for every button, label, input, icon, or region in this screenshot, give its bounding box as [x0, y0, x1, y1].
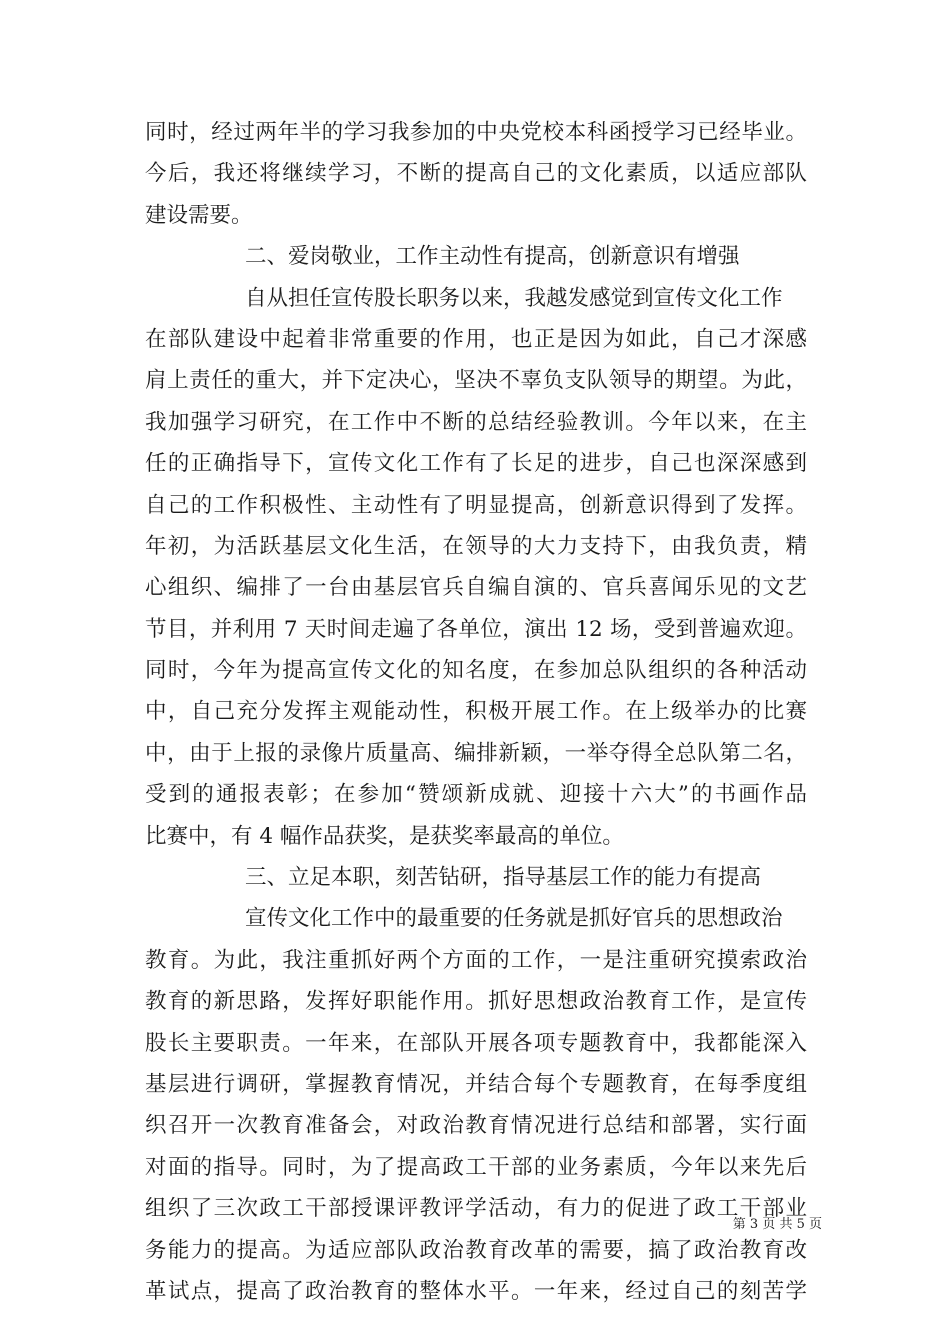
text-line: 中，由于上报的录像片质量高、编排新颖，一举夺得全总队第二名，: [145, 740, 807, 766]
section-heading: 三、立足本职，刻苦钻研，指导基层工作的能力有提高: [245, 865, 762, 891]
text-line: 组织了三次政工干部授课评教评学活动，有力的促进了政工干部业: [145, 1196, 807, 1222]
text-line: 任的正确指导下，宣传文化工作有了长足的进步，自己也深深感到: [145, 451, 807, 477]
text-line: 教育。为此，我注重抓好两个方面的工作，一是注重研究摸索政治: [145, 947, 807, 973]
text-line: 受到的通报表彰；在参加“赞颂新成就、迎接十六大”的书画作品: [145, 782, 807, 808]
text-line: 在部队建设中起着非常重要的作用，也正是因为如此，自己才深感: [145, 326, 807, 352]
body-text: [145, 112, 807, 1312]
text-line: 节目，并利用 7 天时间走遍了各单位，演出 12 场，受到普遍欢迎。: [145, 616, 807, 642]
text-line: 年初，为活跃基层文化生活，在领导的大力支持下，由我负责，精: [145, 533, 807, 559]
text-line: 我加强学习研究，在工作中不断的总结经验教训。今年以来，在主: [145, 409, 807, 435]
text-line: 基层进行调研，掌握教育情况，并结合每个专题教育，在每季度组: [145, 1071, 807, 1097]
text-line: 教育的新思路，发挥好职能作用。抓好思想政治教育工作，是宣传: [145, 989, 807, 1015]
section-heading: 二、爱岗敬业，工作主动性有提高，创新意识有增强: [245, 244, 740, 270]
text-line: 比赛中，有 4 幅作品获奖，是获奖率最高的单位。: [145, 823, 624, 849]
page-footer: 第 3 页 共 5 页: [732, 1217, 822, 1232]
text-line: 股长主要职责。一年来，在部队开展各项专题教育中，我都能深入: [145, 1030, 807, 1056]
text-line: 务能力的提高。为适应部队政治教育改革的需要，搞了政治教育改: [145, 1237, 807, 1263]
text-line: 心组织、编排了一台由基层官兵自编自演的、官兵喜闻乐见的文艺: [145, 575, 807, 601]
text-line: 同时，今年为提高宣传文化的知名度，在参加总队组织的各种活动: [145, 658, 807, 684]
text-line: 对面的指导。同时，为了提高政工干部的业务素质，今年以来先后: [145, 1154, 807, 1180]
text-line: 同时，经过两年半的学习我参加的中央党校本科函授学习已经毕业。: [145, 120, 807, 145]
text-line: 自己的工作积极性、主动性有了明显提高，创新意识得到了发挥。: [145, 492, 807, 518]
text-line: 建设需要。: [145, 202, 253, 228]
text-line: 自从担任宣传股长职务以来，我越发感觉到宣传文化工作: [245, 285, 783, 311]
text-line: 织召开一次教育准备会，对政治教育情况进行总结和部署，实行面: [145, 1113, 807, 1139]
text-line: 中，自己充分发挥主观能动性，积极开展工作。在上级举办的比赛: [145, 699, 807, 725]
text-line: 宣传文化工作中的最重要的任务就是抓好官兵的思想政治: [245, 906, 783, 932]
text-line: 今后，我还将继续学习，不断的提高自己的文化素质，以适应部队: [145, 161, 807, 187]
text-line: 革试点，提高了政治教育的整体水平。一年来，经过自己的刻苦学: [145, 1278, 807, 1304]
text-line: 肩上责任的重大，并下定决心，坚决不辜负支队领导的期望。为此，: [145, 368, 807, 394]
